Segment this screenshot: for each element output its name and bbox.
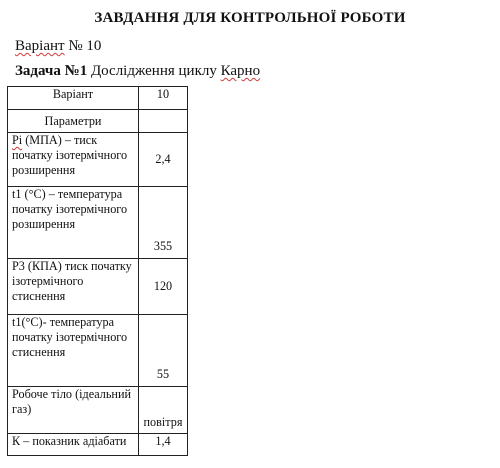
param-value: 120 xyxy=(139,259,188,315)
param-label-prefix: Pi xyxy=(12,133,23,147)
variant-number: № 10 xyxy=(68,38,102,54)
param-value: 1,4 xyxy=(139,434,188,456)
param-value: 355 xyxy=(139,187,188,259)
table-row xyxy=(8,87,188,110)
table-row xyxy=(8,434,188,456)
param-label: К – показник адіабати xyxy=(8,434,139,456)
param-label: t1 (°C) – температура початку ізотермічного розширення xyxy=(8,187,139,259)
param-label-text: (МПА) – тиск початку ізотермічного розширення xyxy=(12,133,128,177)
param-label xyxy=(8,133,139,187)
table-row xyxy=(8,315,188,387)
task-heading xyxy=(15,63,260,80)
header-value: 10 xyxy=(139,87,188,110)
variant-label: Варіант xyxy=(15,38,65,54)
param-label: Робоче тіло (ідеальний газ) xyxy=(8,387,139,434)
variant-line xyxy=(15,38,101,55)
table-row xyxy=(8,387,188,434)
param-label: P3 (КПА) тиск початку ізотермічного стиснення xyxy=(8,259,139,315)
table-row xyxy=(8,110,188,133)
table-row xyxy=(8,259,188,315)
param-label: t1(°C)- температура початку ізотермічного стиснення xyxy=(8,315,139,387)
section-label: Параметри xyxy=(8,110,139,133)
header-label: Варіант xyxy=(8,87,139,110)
document-title: ЗАВДАННЯ ДЛЯ КОНТРОЛЬНОЇ РОБОТИ xyxy=(94,10,406,26)
table-row xyxy=(8,133,188,187)
param-value: повітря xyxy=(139,387,188,434)
task-name-underlined: Карно xyxy=(220,63,261,79)
parameters-table xyxy=(7,86,188,456)
task-number: Задача №1 xyxy=(15,63,88,79)
task-name: Дослідження циклу xyxy=(90,63,217,79)
param-value: 2,4 xyxy=(139,133,188,187)
param-value: 55 xyxy=(139,315,188,387)
table-row xyxy=(8,187,188,259)
section-empty-cell xyxy=(139,110,188,133)
